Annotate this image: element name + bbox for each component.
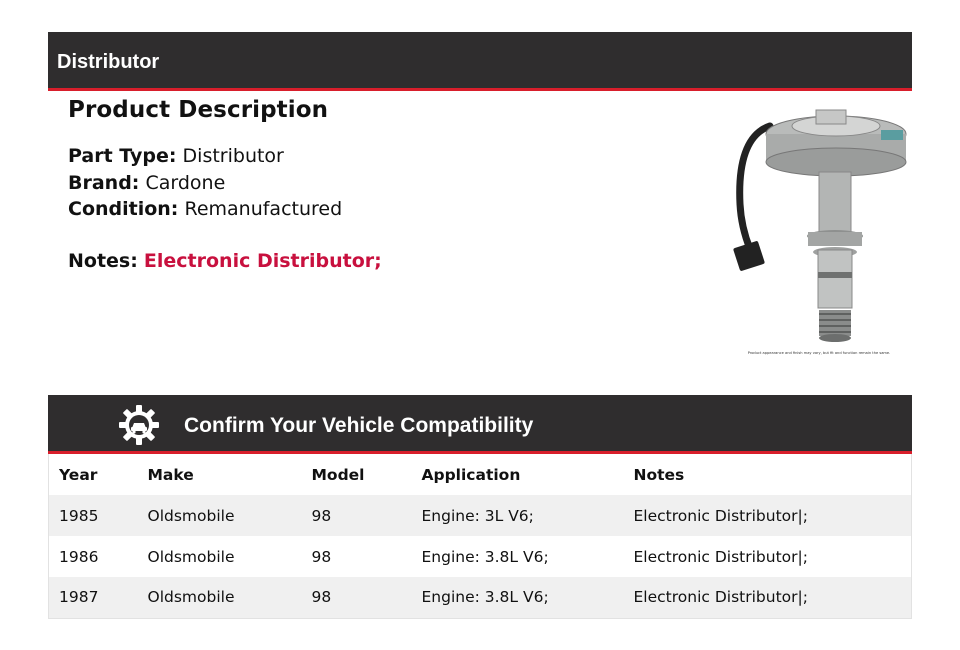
column-header-year: Year <box>49 454 138 495</box>
cell-make: Oldsmobile <box>138 577 302 618</box>
field-value: Remanufactured <box>184 198 343 220</box>
field-value: Distributor <box>182 145 284 167</box>
description-heading: Product Description <box>68 97 329 123</box>
cell-notes: Electronic Distributor|; <box>624 536 912 577</box>
cell-year: 1987 <box>49 577 138 618</box>
table-row <box>49 577 912 618</box>
field-label: Condition: <box>68 198 179 220</box>
column-header-model: Model <box>302 454 412 495</box>
field-part-type <box>68 143 668 170</box>
cell-year: 1985 <box>49 495 138 536</box>
cell-model: 98 <box>302 495 412 536</box>
field-brand <box>68 170 668 197</box>
gear-car-icon <box>118 404 160 446</box>
cell-application: Engine: 3.8L V6; <box>412 536 624 577</box>
column-header-notes: Notes <box>624 454 912 495</box>
compatibility-table <box>48 454 912 619</box>
field-condition <box>68 196 668 223</box>
cell-year: 1986 <box>49 536 138 577</box>
section-header-distributor <box>48 32 912 91</box>
cell-application: Engine: 3L V6; <box>412 495 624 536</box>
notes-value: Electronic Distributor; <box>143 249 382 272</box>
product-description <box>68 97 668 272</box>
distributor-image <box>726 104 912 362</box>
section-title: Confirm Your Vehicle Compatibility <box>184 414 534 437</box>
cell-notes: Electronic Distributor|; <box>624 495 912 536</box>
product-image <box>726 104 912 362</box>
table-header-row <box>49 454 912 495</box>
field-label: Part Type: <box>68 145 177 167</box>
cell-application: Engine: 3.8L V6; <box>412 577 624 618</box>
cell-model: 98 <box>302 577 412 618</box>
table-row <box>49 536 912 577</box>
column-header-application: Application <box>412 454 624 495</box>
column-header-make: Make <box>138 454 302 495</box>
cell-notes: Electronic Distributor|; <box>624 577 912 618</box>
cell-make: Oldsmobile <box>138 495 302 536</box>
image-caption: Product appearance and finish may vary, but fit and function remain the same. <box>747 351 891 355</box>
table-row <box>49 495 912 536</box>
field-value: Cardone <box>145 171 226 194</box>
section-header-compatibility <box>48 395 912 454</box>
notes <box>68 250 668 272</box>
field-label: Brand: <box>68 171 140 194</box>
cell-make: Oldsmobile <box>138 536 302 577</box>
notes-label: Notes: <box>68 249 138 272</box>
section-title: Distributor <box>57 51 160 73</box>
cell-model: 98 <box>302 536 412 577</box>
